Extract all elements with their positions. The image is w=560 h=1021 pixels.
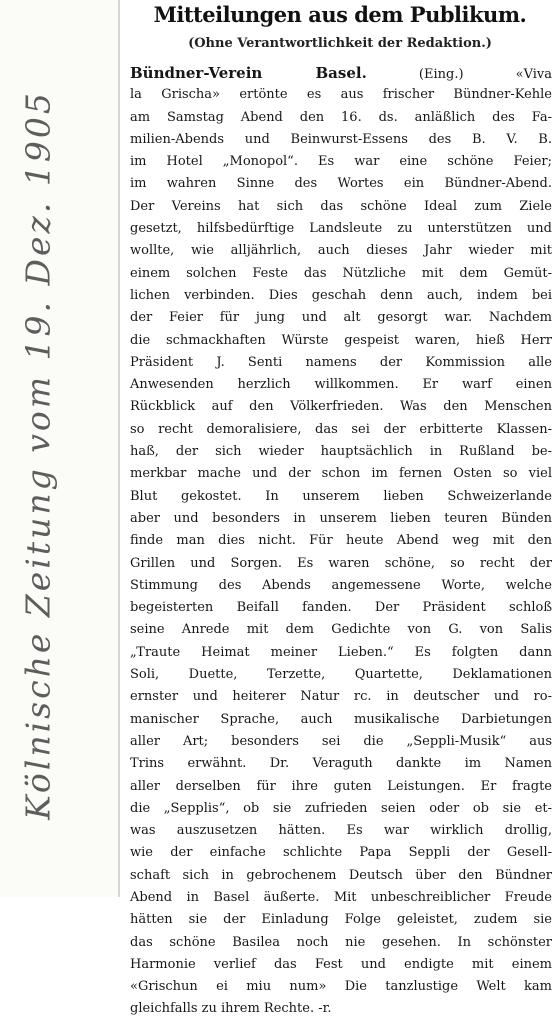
article-line: Trins erwähnt. Dr. Veraguth dankte im Namen [130,756,552,772]
article-line: Präsident J. Senti namens der Kommission alle [130,354,552,370]
article-line: seine Anrede mit dem Gedichte von G. von Salis [130,622,552,638]
article-line: Anwesenden herzlich willkommen. Er warf einen [130,377,552,393]
article-line: haß, der sich wieder hauptsächlich in Rußland be- [130,444,552,460]
article-line: Rückblick auf den Völkerfrieden. Was den Menschen [130,399,552,415]
article-line: Harmonie verlief das Fest und endigte mit einem [130,956,552,972]
article-line: manischer Sprache, auch musikalische Darbietungen [130,711,552,727]
article-line: das schöne Basilea noch nie gesehen. In schönster [130,934,552,950]
article-line: so recht demoralisiere, das sei der erbitterte Klassen- [130,421,552,437]
article-line: milien-Abends und Beinwurst-Essens des B. V. B. [130,131,552,147]
article-line: Blut gekostet. In unserem lieben Schweizerlande [130,488,552,504]
article-line: einem solchen Feste das Nützliche mit dem Gemüt- [130,265,552,281]
article-line: was auszusetzen hätten. Es war wirklich drollig, [130,823,552,839]
article-line-text: (Eing.) «Viva [418,67,552,82]
article-line: finde man dies nicht. Für heute Abend weg mit den [130,533,552,549]
article-line: der Feier für jung und alt gesorgt war. Nachdem [130,310,552,326]
article-lead: Bündner-Verein Basel. [130,64,367,82]
article-line: begeisterten Beifall fanden. Der Präsident schloß [130,600,552,616]
article-line: im Hotel „Monopol“. Es war eine schöne Feier; [130,154,552,170]
subtitle: (Ohne Verantwortlichkeit der Redaktion.) [188,36,492,51]
article-line: Soli, Duette, Terzette, Quartette, Deklamationen [130,667,552,683]
article-line: die „Sepplis“, ob sie zufrieden seien oder ob sie et- [130,800,552,816]
article-line: Grillen und Sorgen. Es waren schöne, so recht der [130,555,552,571]
headline: Mitteilungen aus dem Publikum. [153,2,527,27]
article-line: wollte, wie alljährlich, auch dieses Jahr wieder mit [130,243,552,259]
article-line [130,62,552,84]
handwritten-note-text: Kölnische Zeitung vom 19. Dez. 1905 [18,90,58,820]
article-line: die schmackhaften Würste gespeist waren, hieß Herr [130,332,552,348]
article-line: la Grischa» ertönte es aus frischer Bündner-Kehle [130,87,552,103]
article-line: gesetzt, hilfsbedürftige Landsleute zu unterstützen und [130,221,552,237]
article-line: im wahren Sinne des Wortes ein Bündner-Abend. [130,176,552,192]
article-line: aller Art; besonders sei die „Seppli-Musik“ aus [130,733,552,749]
article-line: aller derselben für ihre guten Leistungen. Er fragte [130,778,552,794]
article-line: Abend in Basel äußerte. Mit unbeschreiblicher Freude [130,889,552,905]
newspaper-clipping [120,0,560,1017]
article-line: lichen verbinden. Dies geschah denn auch, indem bei [130,287,552,303]
article-line: gleichfalls zu ihrem Rechte. -r. [130,1001,332,1017]
article-line: „Traute Heimat meiner Lieben.“ Es folgten dann [130,644,552,660]
article-line: ernster und heiterer Natur rc. in deutscher und ro- [130,689,552,705]
article-line: «Grischun ei miu num» Die tanzlustige Welt kam [130,979,552,995]
article-line: schaft sich in gebrochenem Deutsch über den Bündner [130,867,552,883]
article-line: wie der einfache schlichte Papa Seppli der Gesell- [130,845,552,861]
article-body [130,62,552,1021]
article-line: Stimmung des Abends angemessene Worte, welche [130,577,552,593]
article-line: hätten sie der Einladung Folge geleistet, zudem sie [130,912,552,928]
article-line: aber und besonders in unserem lieben teuren Bünden [130,510,552,526]
article-line: merkbar mache und der schon im fernen Osten so viel [130,466,552,482]
article-line: Der Vereins hat sich das schöne Ideal zum Ziele [130,198,552,214]
article-line: am Samstag Abend den 16. ds. anläßlich des Fa- [130,109,552,125]
